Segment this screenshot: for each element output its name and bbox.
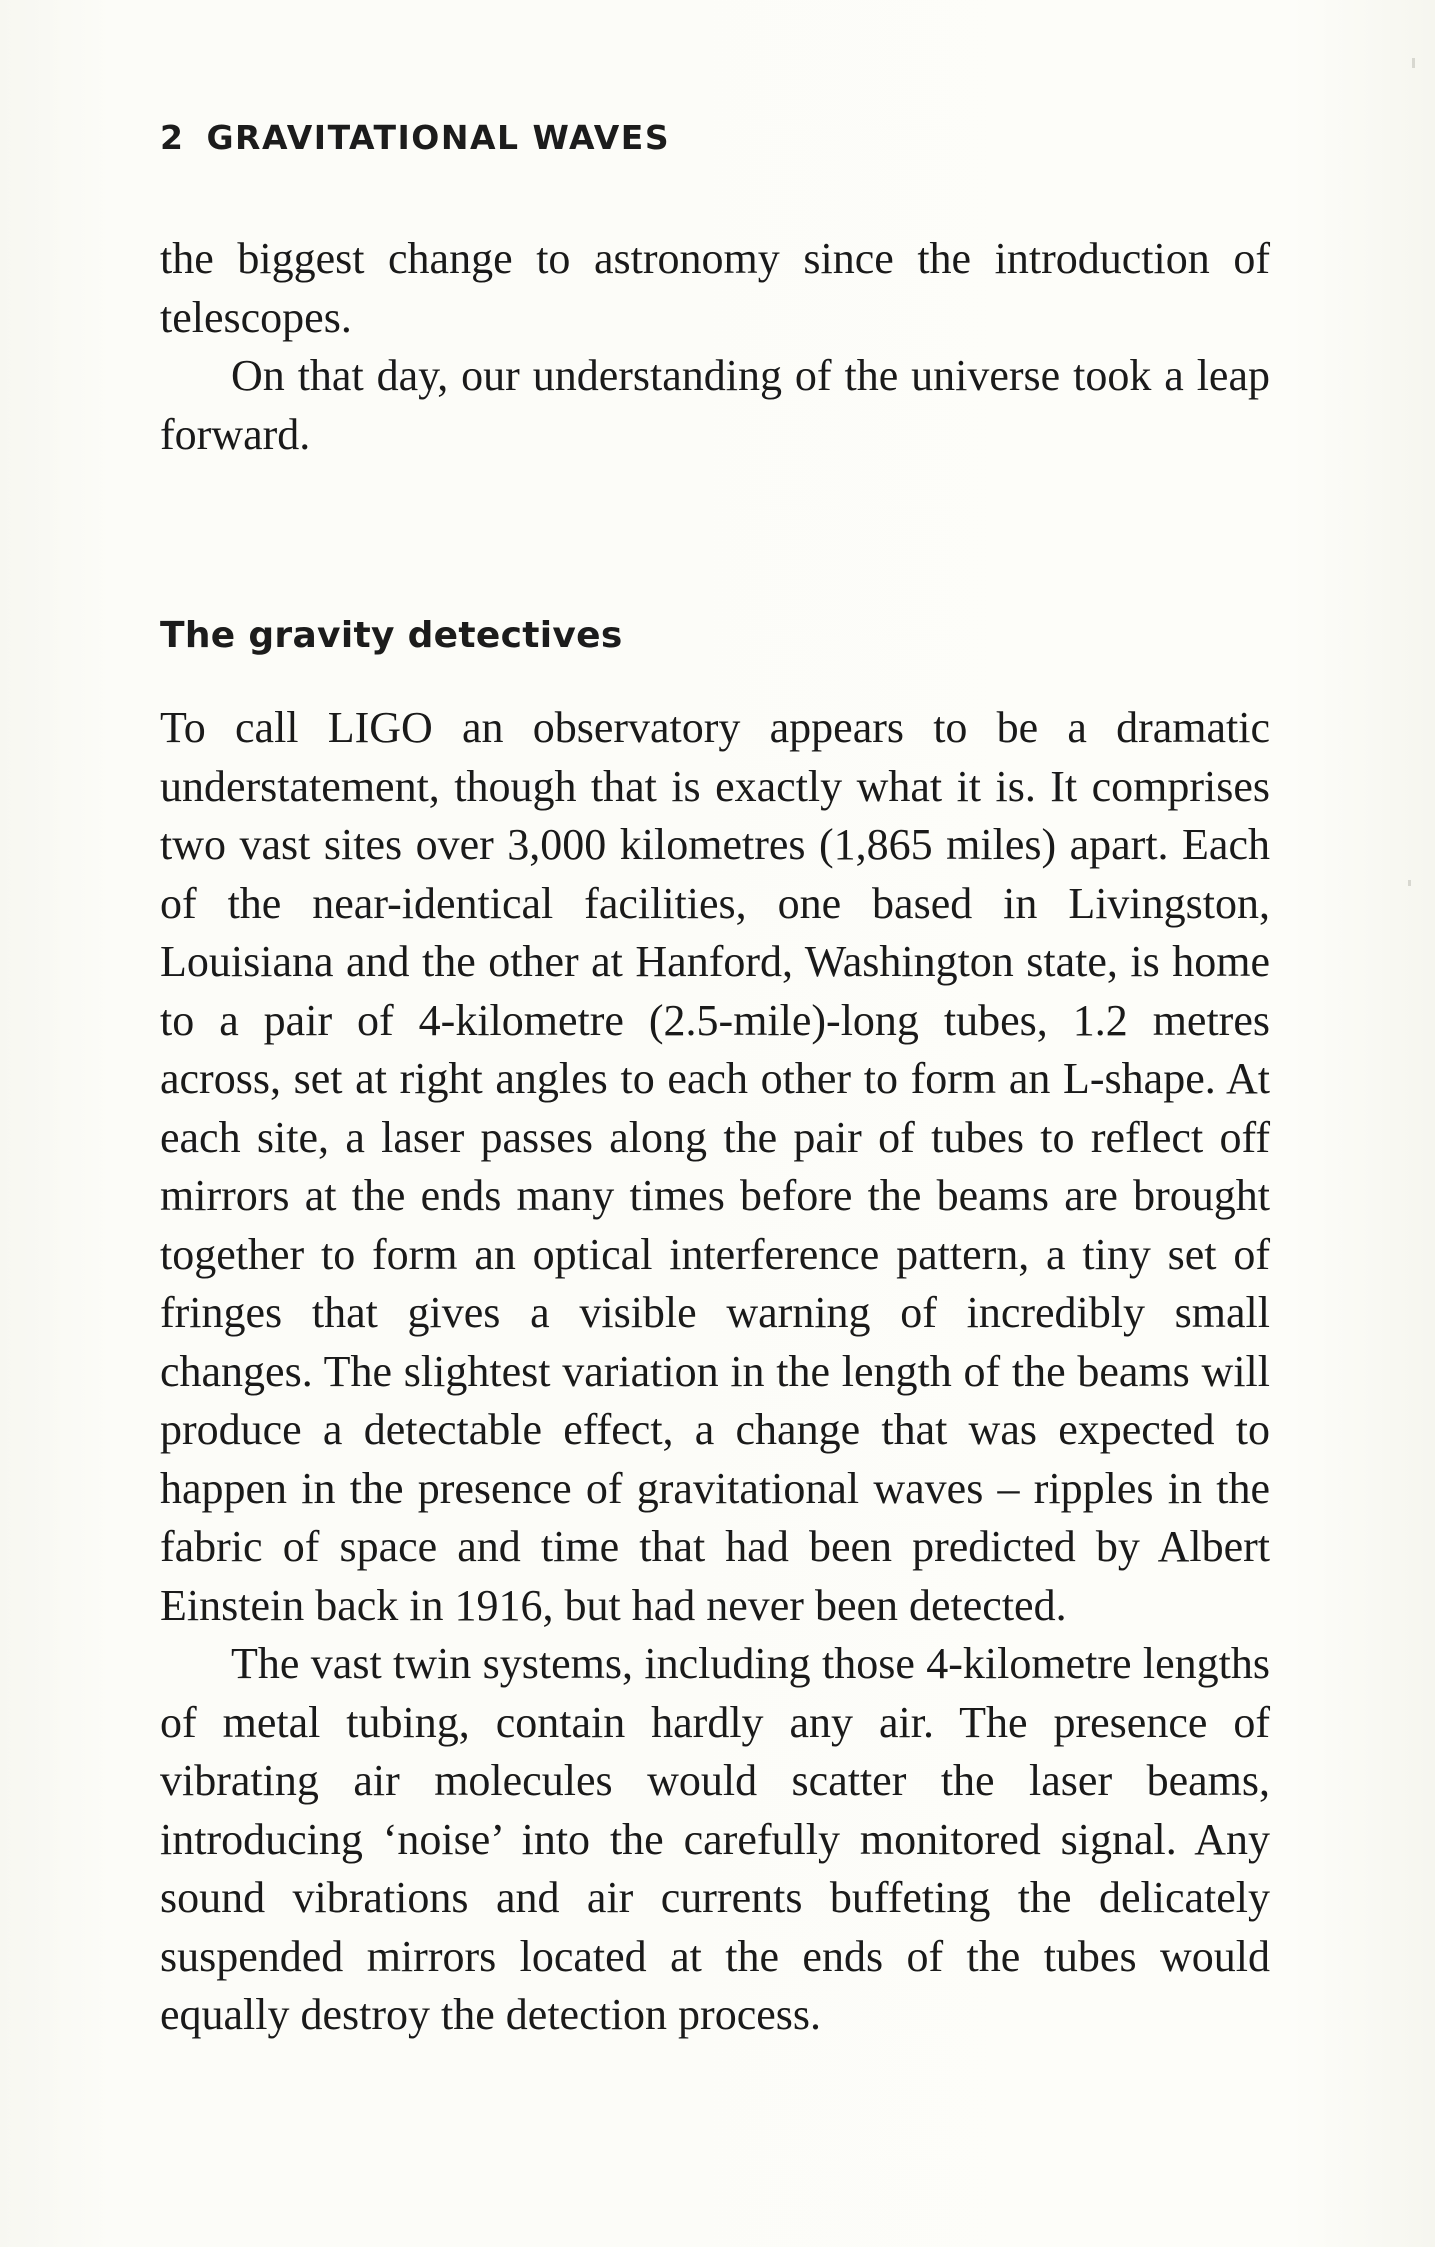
paper-speck: [1408, 880, 1411, 886]
body-text-main: [160, 699, 1270, 2045]
body-text-top: [160, 230, 1270, 464]
section-heading: The gravity detectives: [160, 615, 623, 656]
paragraph: On that day, our understanding of the universe took a leap forward.: [160, 351, 1270, 459]
paragraph: The vast twin systems, including those 4-kilometre lengths of metal tubing, contain hardly any air. The presence of vibrating air molecules would scatter the laser beams, introducing ‘noise’ into the carefully monitored signal. Any sound vibrations and air currents buffeting the delicately suspended mirrors located at the ends of the tubes would equally destroy the detection process.: [160, 1639, 1270, 2039]
paper-speck: [1412, 58, 1415, 68]
page-number: 2: [160, 118, 185, 157]
running-head: [160, 118, 670, 157]
running-head-title: GRAVITATIONAL WAVES: [206, 118, 671, 157]
paragraph: the biggest change to astronomy since the introduction of telescopes.: [160, 234, 1270, 342]
paragraph: To call LIGO an observatory appears to be a dramatic understatement, though that is exactly what it is. It comprises two vast sites over 3,000 kilometres (1,865 miles) apart. Each of the near-identical facilities, one based in Livingston, Louisiana and the other at Hanford, Washington state, is home to a pair of 4-kilometre (2.5-mile)-long tubes, 1.2 metres across, set at right angles to each other to form an L-shape. At each site, a laser passes along the pair of tubes to reflect off mirrors at the ends many times before the beams are brought together to form an optical interference pattern, a tiny set of fringes that gives a visible warning of incredibly small changes. The slightest variation in the length of the beams will produce a detectable effect, a change that was expected to happen in the presence of gravitational waves – ripples in the fabric of space and time that had been predicted by Albert Einstein back in 1916, but had never been detected.: [160, 703, 1270, 1630]
